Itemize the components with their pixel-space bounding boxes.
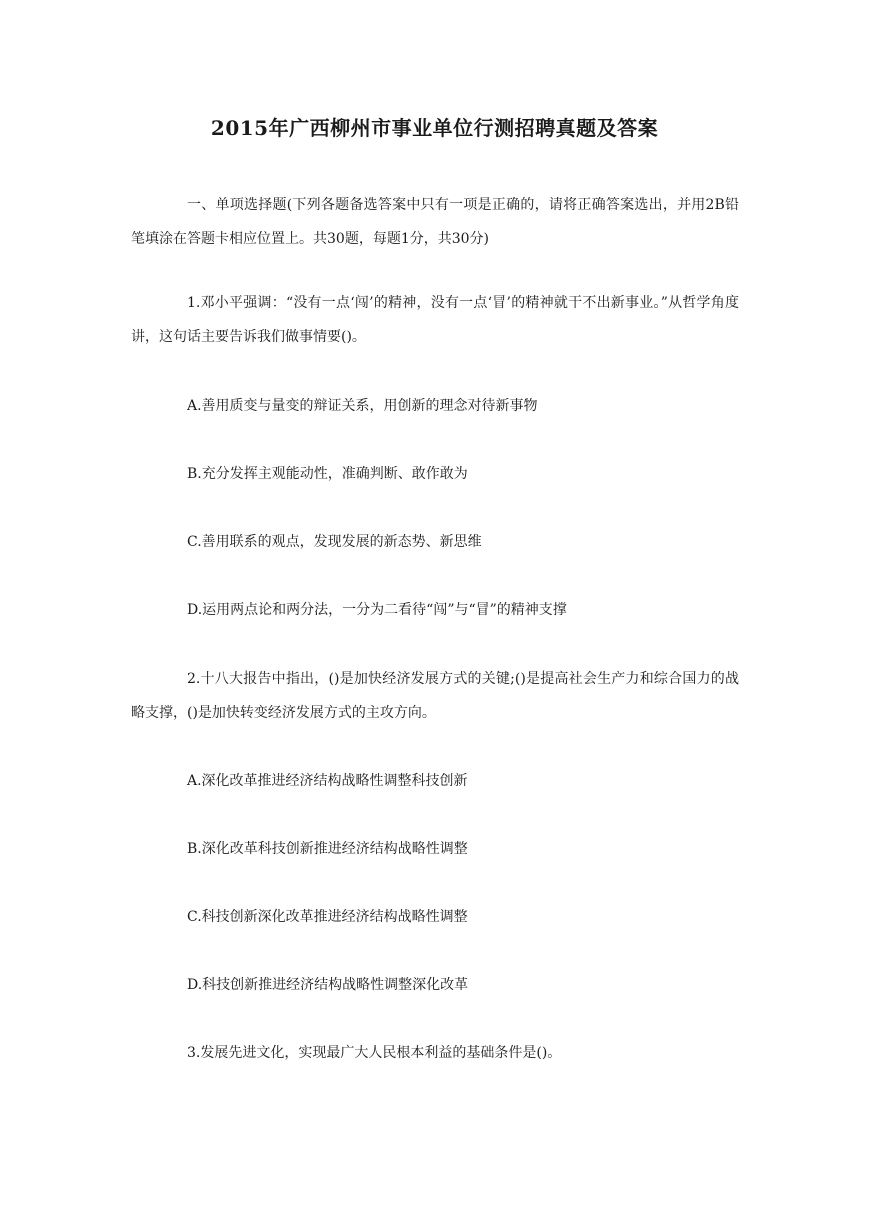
question-2-option-a: A.深化改革推进经济结构战略性调整科技创新	[187, 773, 468, 789]
question-1-option-c: C.善用联系的观点，发现发展的新态势、新思维	[187, 534, 482, 550]
question-1-option-d: D.运用两点论和两分法，一分为二看待“闯”与“冒”的精神支撑	[187, 602, 567, 618]
question-2-option-c: C.科技创新深化改革推进经济结构战略性调整	[187, 909, 468, 925]
question-1-option-b: B.充分发挥主观能动性，准确判断、敢作敢为	[187, 466, 468, 482]
question-3-stem: 3.发展先进文化，实现最广大人民根本利益的基础条件是()。	[187, 1045, 562, 1061]
question-2-option-b: B.深化改革科技创新推进经济结构战略性调整	[187, 841, 468, 857]
document-title: 2015年广西柳州市事业单位行测招聘真题及答案	[210, 116, 659, 140]
question-2-stem: 2.十八大报告中指出，()是加快经济发展方式的关键;()是提高社会生产力和综合国力的战略支撑，()是加快转变经济发展方式的主攻方向。	[131, 671, 739, 721]
question-1-stem: 1.邓小平强调：“没有一点‘闯’的精神，没有一点‘冒’的精神就干不出新事业。”从哲学角度讲，这句话主要告诉我们做事情要()。	[131, 295, 739, 345]
question-2-option-d: D.科技创新推进经济结构战略性调整深化改革	[187, 977, 469, 993]
question-1-option-a: A.善用质变与量变的辩证关系，用创新的理念对待新事物	[187, 398, 538, 414]
section-intro: 一、单项选择题(下列各题备选答案中只有一项是正确的，请将正确答案选出，并用2B铅笔填涂在答题卡相应位置上。共30题，每题1分，共30分)	[131, 197, 739, 247]
